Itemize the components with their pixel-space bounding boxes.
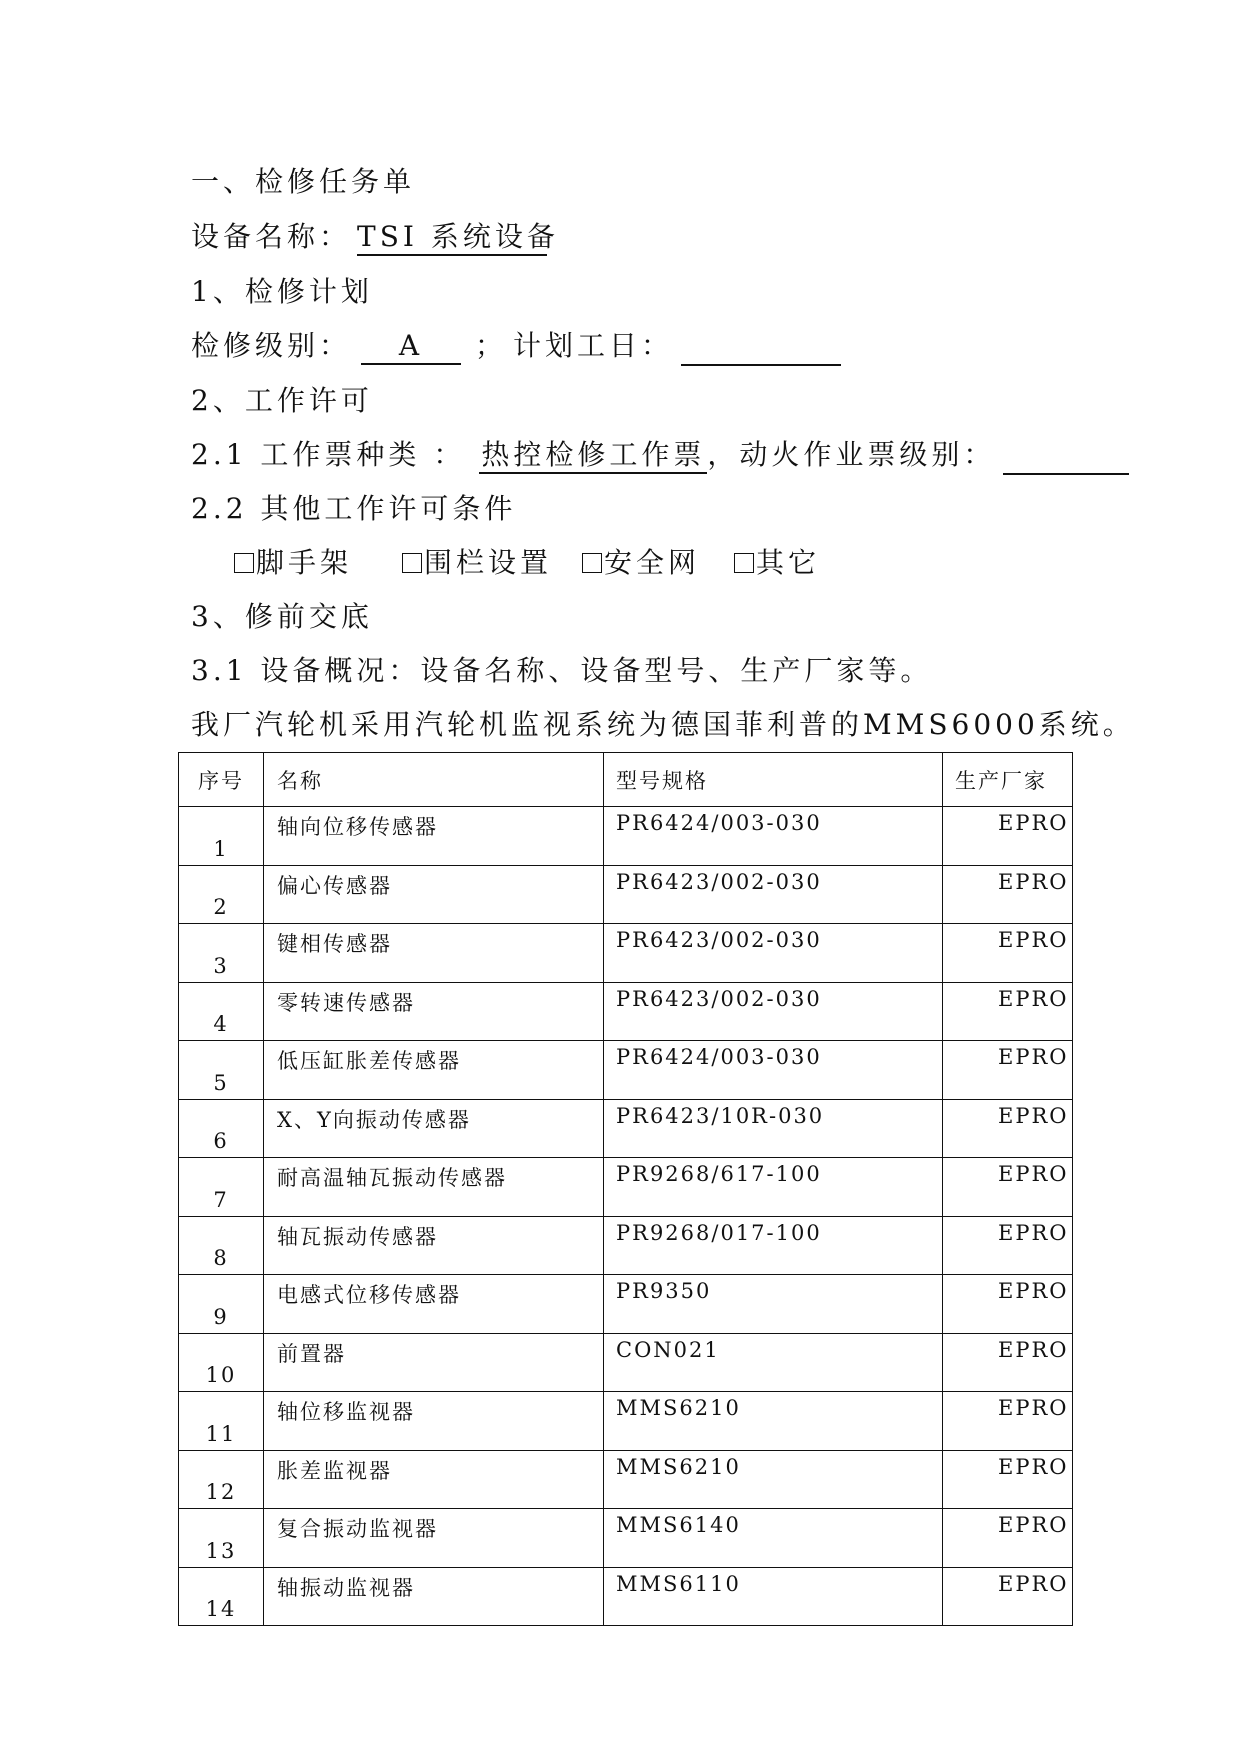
cell-name: 前置器 — [264, 1333, 604, 1392]
table-row — [179, 1567, 1073, 1626]
overview-text: 我厂汽轮机采用汽轮机监视系统为德国菲利普的MMS6000系统。 — [191, 708, 1135, 741]
other-checkbox[interactable] — [734, 553, 754, 573]
cell-no: 11 — [179, 1392, 264, 1451]
equipment-table — [178, 752, 1073, 1626]
cell-no: 10 — [179, 1333, 264, 1392]
table-row — [179, 982, 1073, 1041]
cell-maker: EPRO — [943, 1392, 1073, 1451]
fence-checkbox[interactable] — [402, 553, 422, 573]
cell-maker: EPRO — [943, 924, 1073, 983]
equipment-name-field[interactable]: TSI 系统设备 — [357, 220, 547, 256]
cell-no: 4 — [179, 982, 264, 1041]
maintenance-level-field[interactable]: A — [361, 329, 461, 365]
cell-no: 7 — [179, 1158, 264, 1217]
cell-no: 3 — [179, 924, 264, 983]
cell-maker: EPRO — [943, 1275, 1073, 1334]
cell-no: 14 — [179, 1567, 264, 1626]
header-maker: 生产厂家 — [943, 753, 1073, 807]
cell-name: 胀差监视器 — [264, 1450, 604, 1509]
ticket-type-field[interactable]: 热控检修工作票 — [479, 438, 707, 474]
cell-name: 轴位移监视器 — [264, 1392, 604, 1451]
header-model: 型号规格 — [604, 753, 943, 807]
cell-name: 电感式位移传感器 — [264, 1275, 604, 1334]
table-row — [179, 1509, 1073, 1568]
conditions-options — [234, 543, 864, 583]
cell-model: MMS6210 — [604, 1392, 943, 1451]
cell-name: 键相传感器 — [264, 924, 604, 983]
option-scaffold[interactable] — [234, 543, 352, 583]
fire-work-level-label: ，动火作业票级别： — [707, 438, 996, 471]
table-row — [179, 1216, 1073, 1275]
cell-maker: EPRO — [943, 1158, 1073, 1217]
plan-heading: 1、检修计划 — [191, 275, 373, 308]
header-no: 序号 — [179, 753, 264, 807]
cell-model: PR6424/003-030 — [604, 1041, 943, 1100]
equipment-line — [191, 217, 559, 257]
cell-maker: EPRO — [943, 1333, 1073, 1392]
cell-no: 1 — [179, 807, 264, 866]
scaffold-checkbox[interactable] — [234, 553, 254, 573]
cell-model: MMS6110 — [604, 1567, 943, 1626]
cell-model: MMS6140 — [604, 1509, 943, 1568]
cell-no: 9 — [179, 1275, 264, 1334]
equipment-label: 设备名称： — [191, 220, 352, 253]
permit-heading: 2、工作许可 — [191, 384, 373, 417]
cell-no: 8 — [179, 1216, 264, 1275]
cell-model: PR9268/017-100 — [604, 1216, 943, 1275]
fire-work-level-field[interactable] — [1003, 443, 1129, 475]
cell-name: 轴瓦振动传感器 — [264, 1216, 604, 1275]
cell-name: X、Y向振动传感器 — [264, 1099, 604, 1158]
safety-net-checkbox[interactable] — [582, 553, 602, 573]
cell-model: PR6423/002-030 — [604, 982, 943, 1041]
briefing-heading: 3、修前交底 — [191, 600, 373, 633]
option-other[interactable] — [734, 543, 820, 583]
cell-no: 13 — [179, 1509, 264, 1568]
cell-name: 偏心传感器 — [264, 865, 604, 924]
cell-no: 2 — [179, 865, 264, 924]
option-fence[interactable] — [402, 543, 552, 583]
other-conditions-heading: 2.2 其他工作许可条件 — [191, 492, 517, 525]
cell-maker: EPRO — [943, 1567, 1073, 1626]
table-row — [179, 924, 1073, 983]
fence-label: 围栏设置 — [424, 546, 553, 579]
maintenance-level-label: 检修级别： — [191, 329, 352, 362]
cell-name: 轴向位移传感器 — [264, 807, 604, 866]
cell-maker: EPRO — [943, 1216, 1073, 1275]
cell-name: 零转速传感器 — [264, 982, 604, 1041]
overview-heading: 3.1 设备概况：设备名称、设备型号、生产厂家等。 — [191, 654, 933, 687]
table-body — [179, 807, 1073, 1626]
planned-workdays-field[interactable] — [681, 334, 841, 366]
cell-model: PR9350 — [604, 1275, 943, 1334]
other-label: 其它 — [756, 546, 821, 579]
scaffold-label: 脚手架 — [256, 546, 353, 579]
header-name: 名称 — [264, 753, 604, 807]
cell-name: 低压缸胀差传感器 — [264, 1041, 604, 1100]
cell-model: MMS6210 — [604, 1450, 943, 1509]
cell-maker: EPRO — [943, 1099, 1073, 1158]
planned-workdays-label: 计划工日： — [513, 329, 674, 362]
table-row — [179, 1333, 1073, 1392]
cell-name: 耐高温轴瓦振动传感器 — [264, 1158, 604, 1217]
cell-model: PR9268/617-100 — [604, 1158, 943, 1217]
section-title: 一、检修任务单 — [191, 165, 416, 198]
cell-no: 12 — [179, 1450, 264, 1509]
table-row — [179, 1158, 1073, 1217]
table-header-row — [179, 753, 1073, 807]
table-row — [179, 1275, 1073, 1334]
ticket-line — [191, 435, 1129, 475]
table-row — [179, 1099, 1073, 1158]
cell-maker: EPRO — [943, 865, 1073, 924]
cell-no: 5 — [179, 1041, 264, 1100]
plan-separator: ； — [475, 329, 508, 362]
table-row — [179, 1450, 1073, 1509]
cell-model: PR6423/002-030 — [604, 924, 943, 983]
cell-model: PR6423/10R-030 — [604, 1099, 943, 1158]
ticket-type-label: 2.1 工作票种类 ： — [191, 438, 466, 471]
cell-model: PR6424/003-030 — [604, 807, 943, 866]
cell-maker: EPRO — [943, 1041, 1073, 1100]
cell-maker: EPRO — [943, 1450, 1073, 1509]
cell-name: 轴振动监视器 — [264, 1567, 604, 1626]
cell-maker: EPRO — [943, 982, 1073, 1041]
option-safety-net[interactable] — [582, 543, 700, 583]
safety-net-label: 安全网 — [604, 546, 701, 579]
cell-name: 复合振动监视器 — [264, 1509, 604, 1568]
cell-maker: EPRO — [943, 1509, 1073, 1568]
table-row — [179, 807, 1073, 866]
table-row — [179, 865, 1073, 924]
cell-no: 6 — [179, 1099, 264, 1158]
plan-line — [191, 326, 841, 366]
cell-model: PR6423/002-030 — [604, 865, 943, 924]
cell-model: CON021 — [604, 1333, 943, 1392]
cell-maker: EPRO — [943, 807, 1073, 866]
table-row — [179, 1392, 1073, 1451]
table-row — [179, 1041, 1073, 1100]
